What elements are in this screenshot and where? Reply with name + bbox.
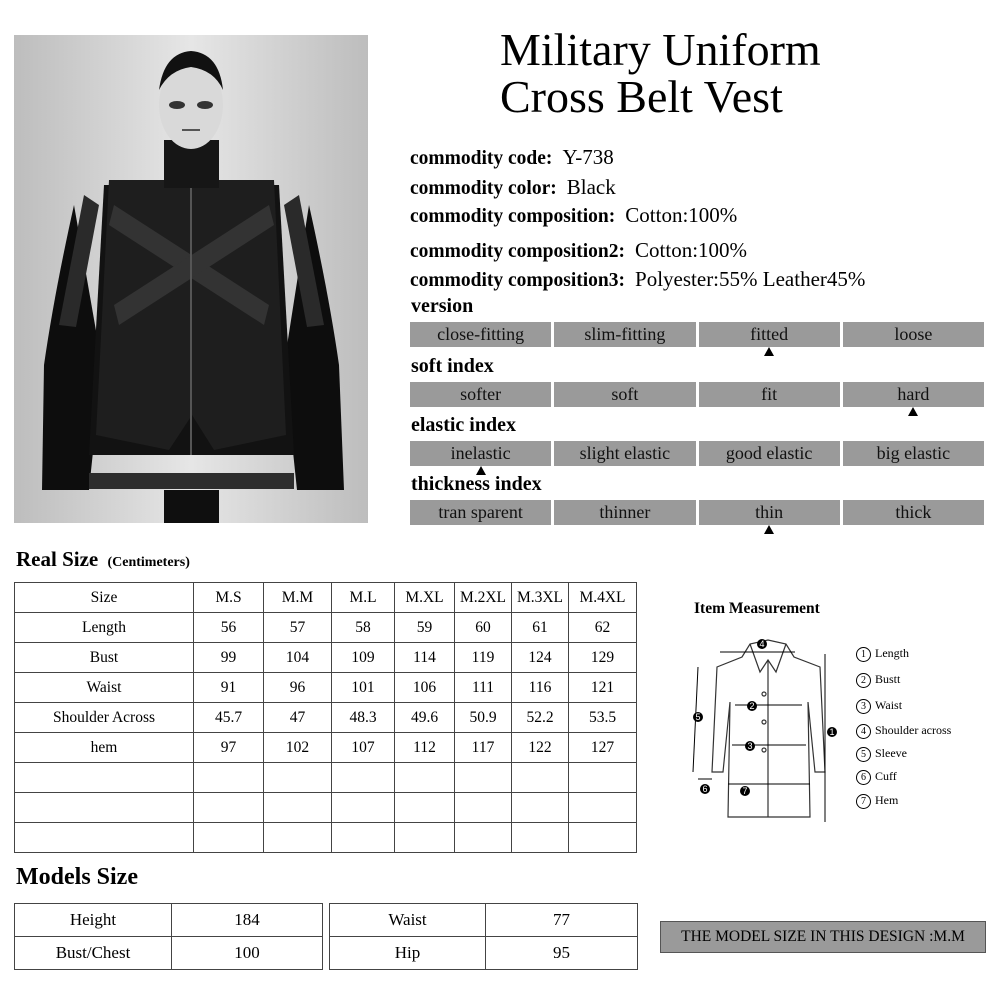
legend-item bbox=[856, 723, 951, 739]
svg-text:1: 1 bbox=[829, 727, 835, 737]
table-cell: 102 bbox=[264, 733, 332, 763]
table-cell: 62 bbox=[569, 613, 637, 643]
table-cell bbox=[395, 793, 455, 823]
table-cell: 114 bbox=[395, 643, 455, 673]
table-cell: 97 bbox=[194, 733, 264, 763]
table-cell: 121 bbox=[569, 673, 637, 703]
table-cell: 129 bbox=[569, 643, 637, 673]
table-header-cell: M.3XL bbox=[512, 583, 569, 613]
table-cell: 57 bbox=[264, 613, 332, 643]
soft-index-option: fit bbox=[699, 382, 840, 407]
table-row bbox=[330, 937, 638, 970]
legend-number: 1 bbox=[856, 647, 871, 662]
table-cell: 77 bbox=[486, 904, 638, 937]
table-row bbox=[15, 793, 637, 823]
model-size-note: THE MODEL SIZE IN THIS DESIGN :M.M bbox=[660, 921, 986, 953]
thickness-index-title: thickness index bbox=[411, 473, 542, 495]
svg-text:2: 2 bbox=[749, 701, 755, 711]
legend-number: 5 bbox=[856, 747, 871, 762]
table-header-cell: M.S bbox=[194, 583, 264, 613]
table-cell: 45.7 bbox=[194, 703, 264, 733]
table-row bbox=[330, 904, 638, 937]
table-cell: 122 bbox=[512, 733, 569, 763]
table-row bbox=[15, 703, 637, 733]
svg-text:4: 4 bbox=[759, 639, 765, 649]
table-cell: 119 bbox=[455, 643, 512, 673]
table-cell: Height bbox=[15, 904, 172, 937]
spec-composition3-value: Polyester:55% Leather45% bbox=[635, 267, 866, 291]
legend-label: Cuff bbox=[875, 769, 897, 783]
thickness-index-option: tran sparent bbox=[410, 500, 551, 525]
legend-number: 4 bbox=[856, 724, 871, 739]
garment-measurement-diagram-icon bbox=[690, 632, 845, 827]
table-cell bbox=[455, 793, 512, 823]
table-cell: Length bbox=[15, 613, 194, 643]
table-cell: Bust/Chest bbox=[15, 937, 172, 970]
spec-composition2-label: commodity composition2: bbox=[410, 241, 626, 262]
legend-item bbox=[856, 746, 907, 762]
table-cell: 100 bbox=[172, 937, 323, 970]
table-cell: Bust bbox=[15, 643, 194, 673]
table-cell: 49.6 bbox=[395, 703, 455, 733]
soft-index-option: soft bbox=[554, 382, 695, 407]
thickness-index-option: thick bbox=[843, 500, 984, 525]
table-cell: 99 bbox=[194, 643, 264, 673]
elastic-index-option: slight elastic bbox=[554, 441, 695, 466]
soft-index-selected-marker bbox=[908, 407, 918, 416]
version-option: close-fitting bbox=[410, 322, 551, 347]
table-header-row bbox=[15, 583, 637, 613]
table-cell: 127 bbox=[569, 733, 637, 763]
legend-label: Shoulder across bbox=[875, 723, 952, 737]
table-cell: 109 bbox=[332, 643, 395, 673]
table-cell: Waist bbox=[15, 673, 194, 703]
legend-label: Sleeve bbox=[875, 746, 907, 760]
elastic-index-option: good elastic bbox=[699, 441, 840, 466]
table-cell: Shoulder Across bbox=[15, 703, 194, 733]
thickness-index-option: thinner bbox=[554, 500, 695, 525]
legend-item bbox=[856, 646, 909, 662]
table-cell: Waist bbox=[330, 904, 486, 937]
table-cell bbox=[455, 763, 512, 793]
table-cell: 106 bbox=[395, 673, 455, 703]
models-table-right bbox=[329, 903, 638, 970]
table-cell bbox=[512, 793, 569, 823]
size-table bbox=[14, 582, 637, 853]
spec-color bbox=[410, 175, 616, 200]
table-header-cell: Size bbox=[15, 583, 194, 613]
spec-composition-value: Cotton:100% bbox=[625, 203, 738, 227]
spec-composition bbox=[410, 203, 737, 228]
table-cell bbox=[15, 763, 194, 793]
table-row bbox=[15, 937, 323, 970]
elastic-index-option: inelastic bbox=[410, 441, 551, 466]
legend-item bbox=[856, 672, 900, 688]
spec-composition2-value: Cotton:100% bbox=[635, 238, 748, 262]
table-cell: 56 bbox=[194, 613, 264, 643]
table-cell bbox=[15, 823, 194, 853]
model-wearing-vest-image bbox=[14, 35, 368, 523]
table-cell: 112 bbox=[395, 733, 455, 763]
legend-item bbox=[856, 769, 897, 785]
real-size-unit: (Centimeters) bbox=[107, 555, 190, 570]
table-header-cell: M.XL bbox=[395, 583, 455, 613]
svg-text:7: 7 bbox=[742, 786, 748, 796]
spec-composition3-label: commodity composition3: bbox=[410, 270, 626, 291]
thickness-index-option: thin bbox=[699, 500, 840, 525]
elastic-index-title: elastic index bbox=[411, 414, 516, 436]
table-cell bbox=[395, 763, 455, 793]
table-cell: 48.3 bbox=[332, 703, 395, 733]
table-cell bbox=[264, 823, 332, 853]
soft-index-option: softer bbox=[410, 382, 551, 407]
version-option: loose bbox=[843, 322, 984, 347]
table-cell bbox=[332, 763, 395, 793]
table-cell bbox=[332, 823, 395, 853]
table-header-cell: M.2XL bbox=[455, 583, 512, 613]
table-cell bbox=[15, 793, 194, 823]
table-cell: Hip bbox=[330, 937, 486, 970]
version-option: fitted bbox=[699, 322, 840, 347]
legend-number: 3 bbox=[856, 699, 871, 714]
svg-text:5: 5 bbox=[695, 712, 701, 722]
table-cell bbox=[569, 793, 637, 823]
table-cell: 61 bbox=[512, 613, 569, 643]
table-cell: 111 bbox=[455, 673, 512, 703]
table-cell: 53.5 bbox=[569, 703, 637, 733]
legend-label: Waist bbox=[875, 698, 903, 712]
table-cell: 47 bbox=[264, 703, 332, 733]
models-table-left bbox=[14, 903, 323, 970]
table-cell bbox=[332, 793, 395, 823]
table-row bbox=[15, 733, 637, 763]
soft-index-title: soft index bbox=[411, 355, 494, 377]
soft-index-scale bbox=[410, 382, 984, 407]
table-cell bbox=[395, 823, 455, 853]
table-cell: 96 bbox=[264, 673, 332, 703]
thickness-index-scale bbox=[410, 500, 984, 525]
product-title bbox=[500, 26, 821, 120]
spec-code bbox=[410, 145, 614, 170]
table-cell bbox=[264, 763, 332, 793]
svg-text:3: 3 bbox=[747, 741, 753, 751]
table-cell: 58 bbox=[332, 613, 395, 643]
table-cell: 104 bbox=[264, 643, 332, 673]
models-size-heading: Models Size bbox=[16, 864, 138, 890]
table-cell: 124 bbox=[512, 643, 569, 673]
real-size-title: Real Size bbox=[16, 547, 99, 571]
table-header-cell: M.L bbox=[332, 583, 395, 613]
version-scale bbox=[410, 322, 984, 347]
table-cell: 50.9 bbox=[455, 703, 512, 733]
elastic-index-scale bbox=[410, 441, 984, 466]
table-cell bbox=[194, 763, 264, 793]
legend-label: Length bbox=[875, 646, 909, 660]
table-row bbox=[15, 763, 637, 793]
table-cell bbox=[194, 823, 264, 853]
spec-code-value: Y-738 bbox=[562, 145, 614, 169]
table-row bbox=[15, 673, 637, 703]
table-cell: 101 bbox=[332, 673, 395, 703]
spec-composition-label: commodity composition: bbox=[410, 206, 616, 227]
table-cell: 60 bbox=[455, 613, 512, 643]
version-title: version bbox=[411, 295, 474, 317]
table-cell: 59 bbox=[395, 613, 455, 643]
table-row bbox=[15, 613, 637, 643]
table-cell: 184 bbox=[172, 904, 323, 937]
table-cell bbox=[194, 793, 264, 823]
version-selected-marker bbox=[764, 347, 774, 356]
spec-color-label: commodity color: bbox=[410, 178, 557, 199]
legend-number: 7 bbox=[856, 794, 871, 809]
table-row bbox=[15, 643, 637, 673]
spec-composition3 bbox=[410, 267, 865, 292]
table-row bbox=[15, 823, 637, 853]
table-cell: 117 bbox=[455, 733, 512, 763]
table-cell: 52.2 bbox=[512, 703, 569, 733]
table-cell: 91 bbox=[194, 673, 264, 703]
table-row bbox=[15, 904, 323, 937]
table-cell: 95 bbox=[486, 937, 638, 970]
table-header-cell: M.M bbox=[264, 583, 332, 613]
real-size-heading bbox=[16, 547, 190, 572]
title-line-1: Military Uniform bbox=[500, 24, 821, 75]
table-cell bbox=[512, 763, 569, 793]
legend-number: 6 bbox=[856, 770, 871, 785]
legend-label: Hem bbox=[875, 793, 899, 807]
spec-composition2 bbox=[410, 238, 747, 263]
table-cell bbox=[455, 823, 512, 853]
legend-label: Bustt bbox=[875, 672, 901, 686]
table-cell bbox=[569, 823, 637, 853]
product-photo bbox=[14, 35, 368, 523]
spec-code-label: commodity code: bbox=[410, 148, 553, 169]
legend-item bbox=[856, 698, 902, 714]
table-cell bbox=[512, 823, 569, 853]
table-cell: 116 bbox=[512, 673, 569, 703]
table-cell bbox=[569, 763, 637, 793]
table-cell: hem bbox=[15, 733, 194, 763]
legend-item bbox=[856, 793, 898, 809]
table-cell: 107 bbox=[332, 733, 395, 763]
spec-color-value: Black bbox=[566, 175, 616, 199]
elastic-index-option: big elastic bbox=[843, 441, 984, 466]
table-header-cell: M.4XL bbox=[569, 583, 637, 613]
item-measurement-title: Item Measurement bbox=[694, 600, 820, 617]
thickness-index-selected-marker bbox=[764, 525, 774, 534]
table-cell bbox=[264, 793, 332, 823]
soft-index-option: hard bbox=[843, 382, 984, 407]
version-option: slim-fitting bbox=[554, 322, 695, 347]
title-line-2: Cross Belt Vest bbox=[500, 71, 783, 122]
svg-text:6: 6 bbox=[702, 784, 708, 794]
legend-number: 2 bbox=[856, 673, 871, 688]
